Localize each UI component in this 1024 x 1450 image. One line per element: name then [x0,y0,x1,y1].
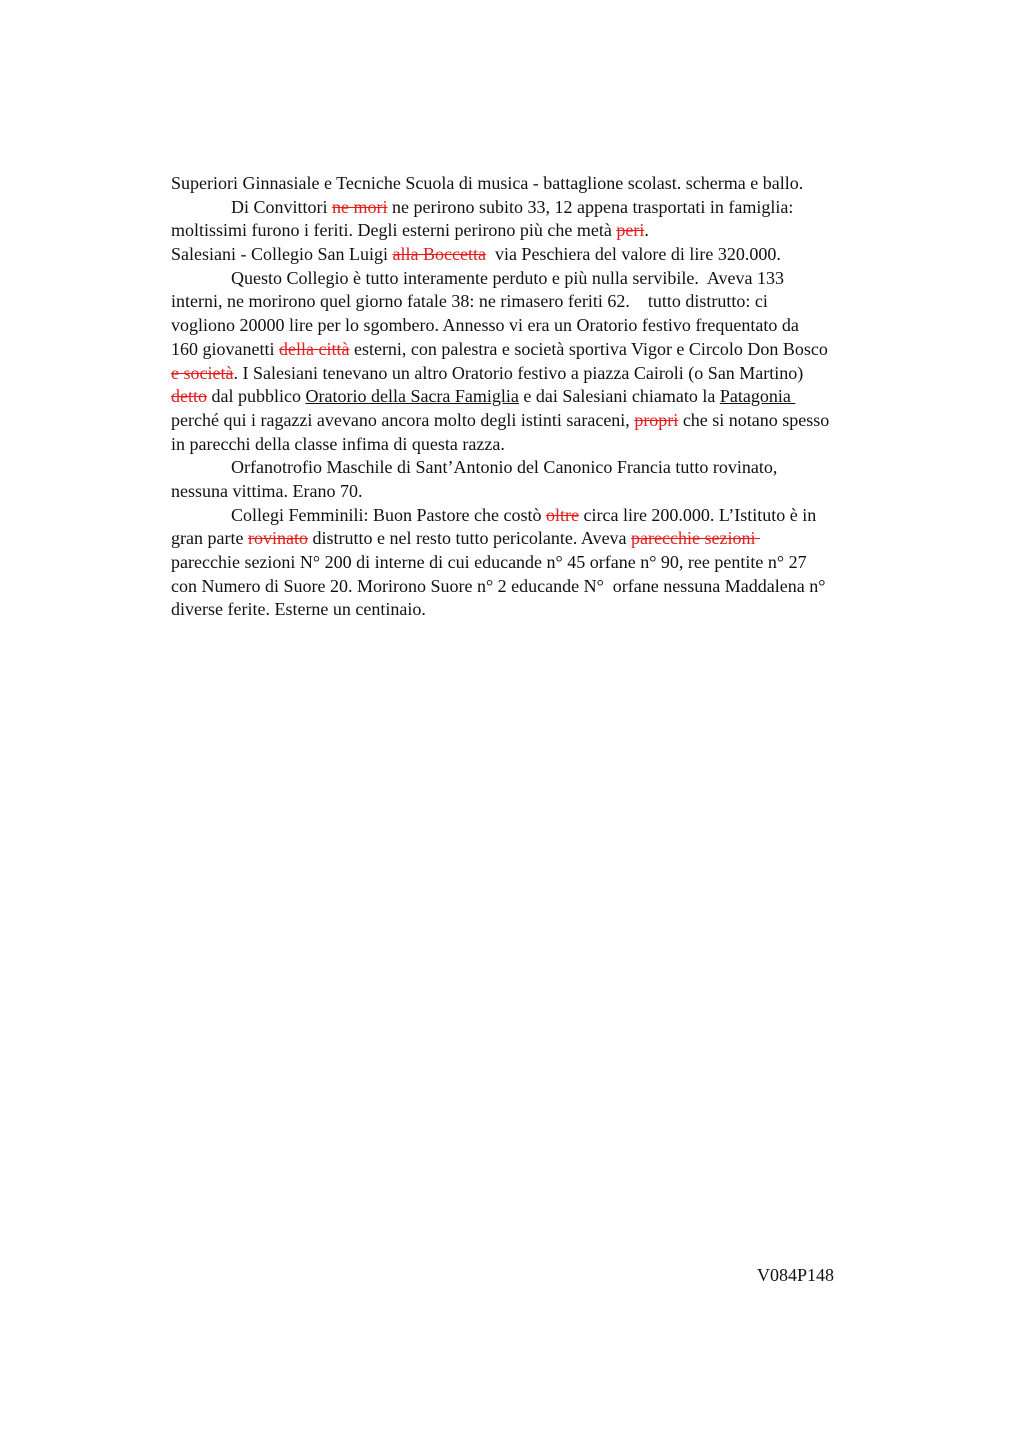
text-line [171,385,941,409]
document-body [171,172,941,622]
text-run: nessuna vittima. Erano 70. [171,480,363,501]
text-line [171,172,941,196]
underlined-text: Oratorio della Sacra Famiglia [305,386,519,407]
text-run: gran parte [171,528,248,549]
text-run: esterni, con palestra e società sportiva Vigor e Circolo Don Bosco [349,338,828,359]
text-run: distrutto e nel resto tutto pericolante. Aveva [307,528,632,549]
text-run: interni, ne morirono quel giorno fatale 38: ne rimasero feriti 62. tutto distrutto: ci [171,291,768,312]
text-run: Di Convittori [231,196,333,217]
text-run: Collegi Femminili: Buon Pastore che costò [231,504,546,525]
text-line [171,456,941,480]
deleted-text: parecchie sezioni [631,528,760,549]
text-run: Questo Collegio è tutto interamente perduto e più nulla servibile. Aveva 133 [231,267,785,288]
text-run: moltissimi furono i feriti. Degli esterni perirono più che metà [171,220,617,241]
text-run: . I Salesiani tenevano un altro Oratorio festivo a piazza Cairoli (o San Martino) [233,362,804,383]
text-run: Superiori Ginnasiale e Tecniche Scuola di musica - battaglione scolast. scherma e ballo. [171,173,804,193]
text-run: e dai Salesiani chiamato la [518,386,720,407]
page-code: V084P148 [757,1265,835,1285]
text-line [171,480,941,504]
text-line [171,598,941,622]
text-line [171,290,941,314]
text-run: Orfanotrofio Maschile di Sant’Antonio del Canonico Francia tutto rovinato, [231,457,778,478]
text-line [171,219,941,243]
deleted-text: rovinato [247,528,308,549]
deleted-text: della città [278,338,350,359]
text-line [171,362,941,386]
text-run: via Peschiera del valore di lire 320.000. [485,244,781,265]
deleted-text: propri [634,409,679,430]
deleted-text: peri [616,220,645,241]
text-run: diverse ferite. Esterne un centinaio. [171,599,426,620]
underlined-text: Patagonia [719,386,796,407]
text-line [171,527,941,551]
text-line [171,267,941,291]
text-run: perché qui i ragazzi avevano ancora molto degli istinti saraceni, [171,409,635,430]
deleted-text: detto [171,386,207,407]
text-line [171,551,941,575]
text-run: in parecchi della classe infima di questa razza. [171,433,505,454]
text-run: circa lire 200.000. L’Istituto è in [578,504,817,525]
text-run: parecchie sezioni N° 200 di interne di cui educande n° 45 orfane n° 90, ree pentite n° 27 [171,552,807,572]
deleted-text: e società [171,362,234,383]
text-run: con Numero di Suore 20. Morirono Suore n° 2 educande N° orfane nessuna Maddalena n° [171,575,826,596]
text-line [171,504,941,528]
text-line [171,314,941,338]
text-line [171,243,941,267]
text-line [171,338,941,362]
deleted-text: alla Boccetta [392,244,486,265]
text-run: vogliono 20000 lire per lo sgombero. Annesso vi era un Oratorio festivo frequentato da [171,315,799,336]
text-run: che si notano spesso [678,409,830,430]
deleted-text: oltre [545,504,579,525]
text-line [171,409,941,433]
text-run: Salesiani - Collegio San Luigi [171,244,393,265]
text-run: . [644,220,649,241]
text-run: 160 giovanetti [171,338,279,359]
text-line [171,575,941,599]
deleted-text: ne mori [332,196,388,217]
text-run: ne perirono subito 33, 12 appena trasportati in famiglia: [387,196,794,217]
text-line [171,196,941,220]
text-line [171,433,941,457]
text-run: dal pubblico [207,386,306,407]
